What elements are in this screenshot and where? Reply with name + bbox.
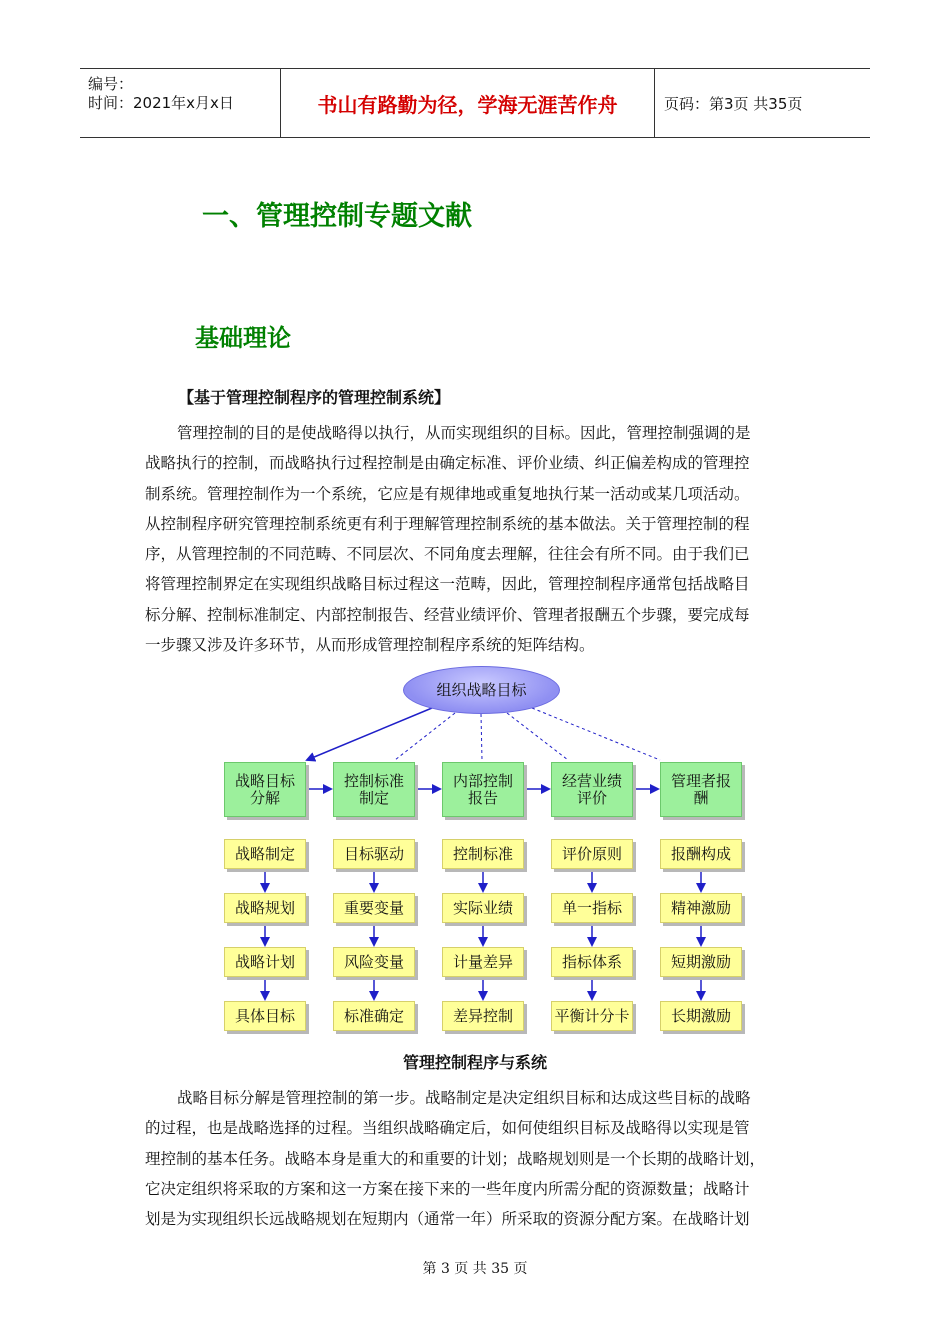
item-node: 计量差异 (442, 947, 524, 977)
page-footer: 第 3 页 共 35 页 (422, 1261, 528, 1277)
item-node: 实际业绩 (442, 893, 524, 923)
paragraph-line: 一步骤又涉及许多环节，从而形成管理控制程序系统的矩阵结构。 (145, 636, 595, 655)
item-node: 战略计划 (224, 947, 306, 977)
item-node: 差异控制 (442, 1001, 524, 1031)
paragraph-line: 战略目标分解是管理控制的第一步。战略制定是决定组织目标和达成这些目标的战略 (177, 1089, 751, 1107)
chapter-title: 一、管理控制专题文献 (202, 201, 472, 232)
root-to-step-5-connector (532, 708, 660, 760)
step-node-manager-compensation: 管理者报酬 (660, 762, 742, 817)
diagram-caption: 管理控制程序与系统 (402, 1053, 547, 1072)
step-node-performance-evaluation: 经营业绩评价 (551, 762, 633, 817)
item-node: 精神激励 (660, 893, 742, 923)
paragraph-line: 理控制的基本任务。战略本身是重大的和重要的计划；战略规划则是一个长期的战略计划， (145, 1149, 766, 1168)
root-to-step-2-connector (395, 713, 455, 760)
step-node-standard-setting: 控制标准制定 (333, 762, 415, 817)
document-number-label: 编号： (88, 75, 134, 93)
paragraph-line: 从控制程序研究管理控制系统更有利于理解管理控制系统的基本做法。关于管理控制的程 (145, 514, 750, 533)
paragraph-line: 将管理控制界定在实现组织战略目标过程这一范畴，因此，管理控制程序通常包括战略目 (145, 575, 750, 594)
header-page-cell (654, 69, 870, 137)
item-node: 平衡计分卡 (551, 1001, 633, 1031)
paragraph-1 (145, 418, 810, 660)
item-node: 控制标准 (442, 839, 524, 869)
paragraph-line: 划是为实现组织长远战略规划在短期内（通常一年）所采取的资源分配方案。在战略计划 (145, 1210, 750, 1229)
item-node: 战略制定 (224, 839, 306, 869)
root-to-step-1-arrow (307, 708, 432, 760)
step-node-strategy-decomposition: 战略目标分解 (224, 762, 306, 817)
paragraph-line: 制系统。管理控制作为一个系统，它应是有规律地或重复地执行某一活动或某几项活动。 (145, 484, 750, 503)
item-node: 风险变量 (333, 947, 415, 977)
root-to-step-4-connector (507, 713, 568, 760)
header-motto-cell (280, 69, 655, 137)
paragraph-line: 序，从管理控制的不同范畴、不同层次、不同角度去理解，往往会有所不同。由于我们已 (145, 545, 750, 564)
page-number-label: 页码：第3页 共35页 (664, 95, 803, 113)
paragraph-line: 管理控制的目的是使战略得以执行，从而实现组织的目标。因此，管理控制强调的是 (177, 424, 751, 442)
paragraph-line: 它决定组织将采取的方案和这一方案在接下来的一些年度内所需分配的资源数量；战略计 (145, 1179, 750, 1198)
item-node: 单一指标 (551, 893, 633, 923)
header-left-cell (80, 69, 280, 137)
item-node: 指标体系 (551, 947, 633, 977)
document-time-label: 时间：2021年x月x日 (88, 94, 234, 112)
root-to-step-3-connector (481, 714, 482, 760)
item-node: 具体目标 (224, 1001, 306, 1031)
item-node: 战略规划 (224, 893, 306, 923)
paragraph-line: 战略执行的控制，而战略执行过程控制是由确定标准、评价业绩、纠正偏差构成的管理控 (145, 454, 750, 473)
item-node: 重要变量 (333, 893, 415, 923)
item-node: 目标驱动 (333, 839, 415, 869)
motto-text: 书山有路勤为径，学海无涯苦作舟 (317, 93, 618, 117)
item-node: 评价原则 (551, 839, 633, 869)
item-node: 报酬构成 (660, 839, 742, 869)
paragraph-2 (145, 1083, 810, 1234)
item-node: 标准确定 (333, 1001, 415, 1031)
item-node: 短期激励 (660, 947, 742, 977)
paragraph-line: 标分解、控制标准制定、内部控制报告、经营业绩评价、管理者报酬五个步骤，要完成每 (145, 605, 750, 624)
document-header (80, 68, 870, 138)
paragraph-line: 的过程，也是战略选择的过程。当组织战略确定后，如何使组织目标及战略得以实现是管 (145, 1119, 750, 1138)
subsection-title: 【基于管理控制程序的管理控制系统】 (178, 388, 451, 407)
item-node: 长期激励 (660, 1001, 742, 1031)
step-node-internal-report: 内部控制报告 (442, 762, 524, 817)
section-title: 基础理论 (195, 324, 291, 352)
diagram-root-node: 组织战略目标 (403, 666, 560, 714)
